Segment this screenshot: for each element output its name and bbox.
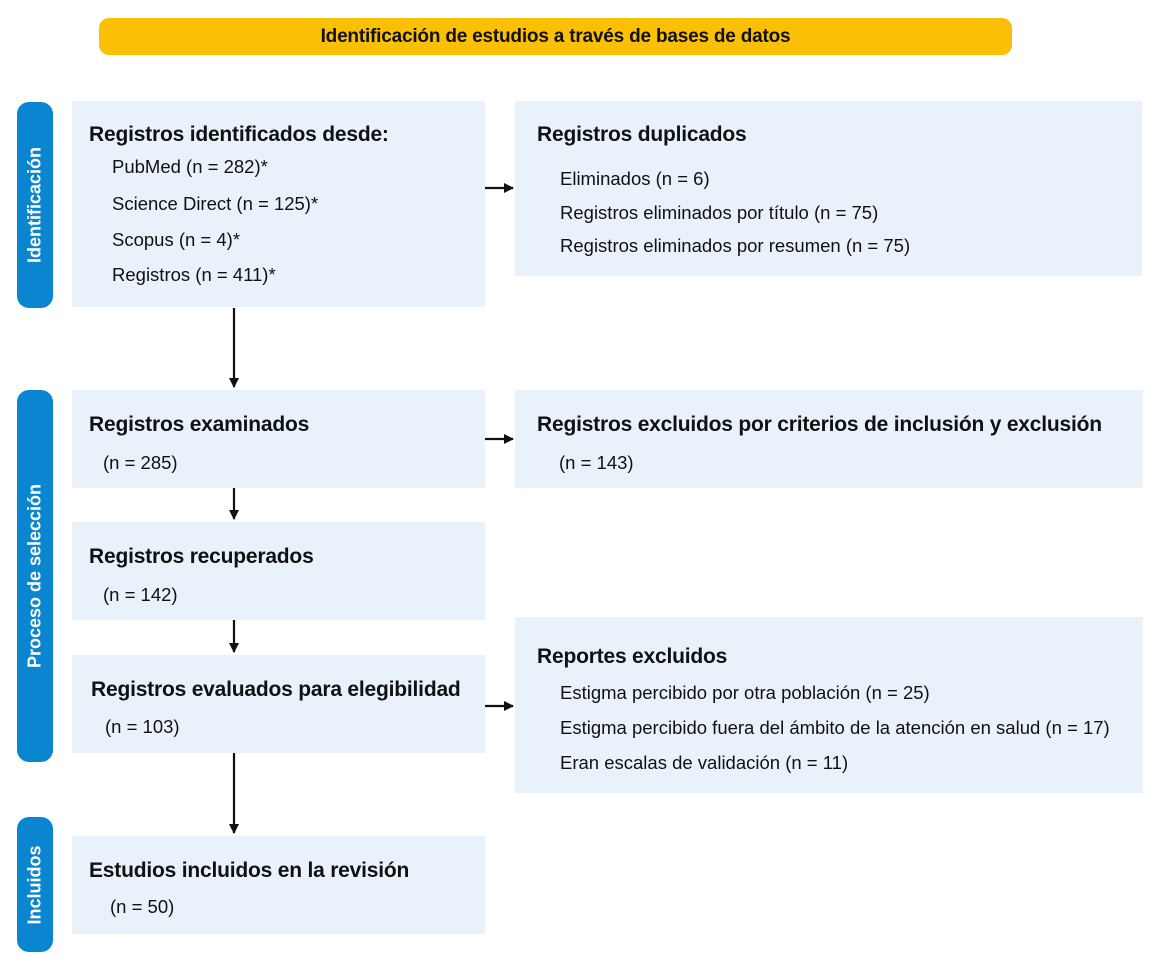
eligibility-count: (n = 103) <box>105 716 180 737</box>
reports-excluded-item-otra-poblacion: Estigma percibido por otra población (n = 25) <box>560 682 930 703</box>
included-count: (n = 50) <box>110 896 175 917</box>
screened-count: (n = 285) <box>103 452 178 473</box>
phase-included-label: Incluidos <box>24 844 45 925</box>
reports-excluded-item-fuera-ambito: Estigma percibido fuera del ámbito de la atención en salud (n = 17) <box>560 717 1110 738</box>
retrieved-count: (n = 142) <box>103 584 178 605</box>
identified-item-registros: Registros (n = 411)* <box>112 264 276 285</box>
included-title: Estudios incluidos en la revisión <box>89 859 410 882</box>
duplicates-item-eliminados: Eliminados (n = 6) <box>560 168 710 189</box>
screened-title: Registros examinados <box>89 413 310 436</box>
header-title: Identificación de estudios a través de bases de datos <box>320 25 791 47</box>
identified-item-science-direct: Science Direct (n = 125)* <box>112 193 319 214</box>
reports-excluded-item-escalas: Eran escalas de validación (n = 11) <box>560 752 849 773</box>
duplicates-item-resumen: Registros eliminados por resumen (n = 75) <box>560 235 911 256</box>
excluded-criteria-count: (n = 143) <box>559 452 634 473</box>
duplicates-title: Registros duplicados <box>537 123 747 146</box>
phase-identification-label: Identificación <box>24 146 45 264</box>
reports-excluded-title: Reportes excluidos <box>537 645 728 668</box>
retrieved-title: Registros recuperados <box>89 545 314 568</box>
excluded-criteria-title: Registros excluidos por criterios de inclusión y exclusión <box>537 413 1102 436</box>
phase-screening-label: Proceso de selección <box>24 483 45 669</box>
duplicates-item-titulo: Registros eliminados por título (n = 75) <box>560 202 879 223</box>
eligibility-title: Registros evaluados para elegibilidad <box>91 678 461 701</box>
identified-item-pubmed: PubMed (n = 282)* <box>112 156 268 177</box>
identified-title: Registros identificados desde: <box>89 123 389 146</box>
identified-item-scopus: Scopus (n = 4)* <box>112 229 241 250</box>
